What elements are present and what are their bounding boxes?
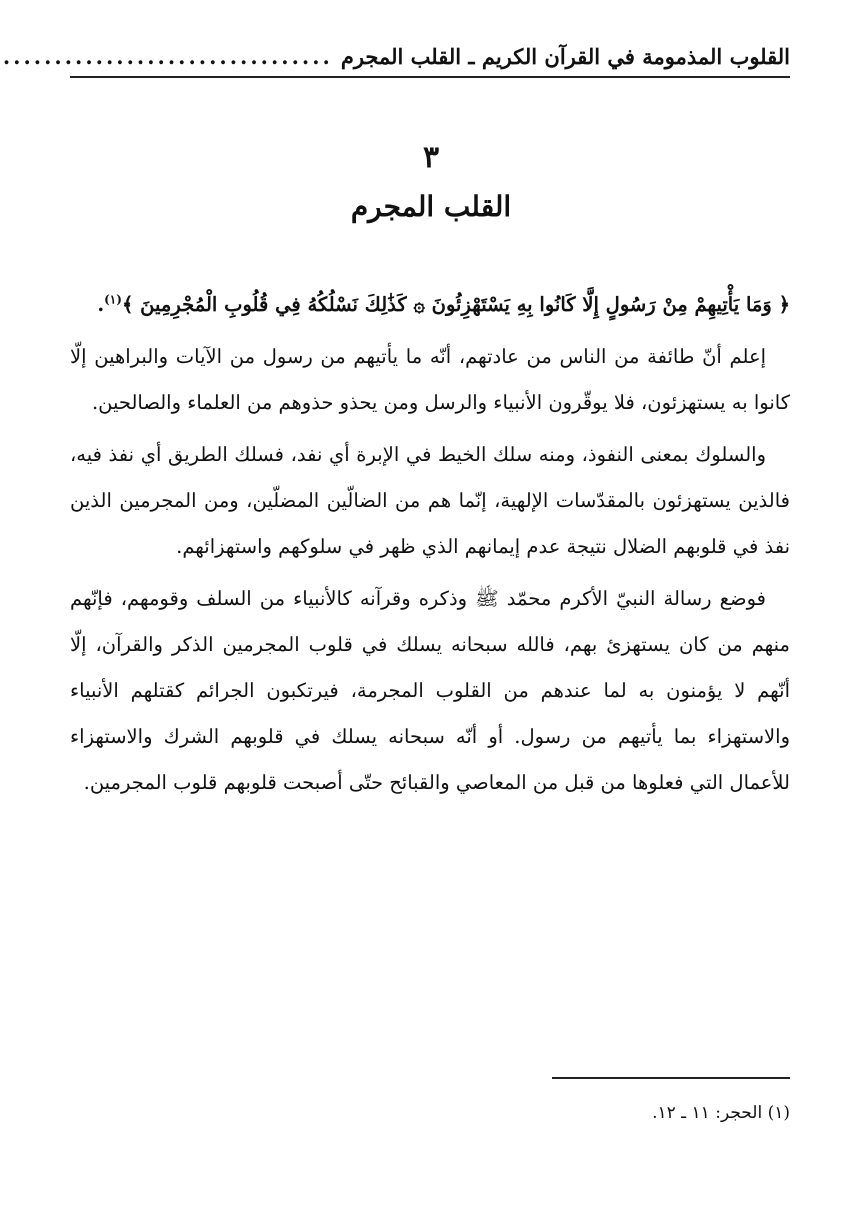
paragraph: إعلم أنّ طائفة من الناس من عادتهم، أنّه ما يأتيهم من رسول من الآيات والبراهين إلّا كانوا به يستهزئون، فلا يوقّرون الأنبياء والرسل ومن يحذو حذوهم من العلماء والصالحين. bbox=[70, 345, 790, 414]
leader-dots: ................................ bbox=[2, 43, 333, 69]
running-header bbox=[2, 36, 790, 78]
paragraph: فوضع رسالة النبيّ الأكرم محمّد ﷺ وذكره وقرآنه كالأنبياء من السلف وقومهم، فإنّهم منهم من كان يستهزئ بهم، فالله سبحانه يسلك في قلوب المجرمين الذكر والقرآن، إلّا أنّهم لا يؤمنون به لما عندهم من القلوب المجرمة، فيرتكبون الجرائم كقتلهم الأنبياء والاستهزاء بما يأتيهم من رسول. أو أنّه سبحانه يسلك في قلوبهم الشرك والاستهزاء للأعمال التي فعلوها من قبل من المعاصي والقبائح حتّى أصبحت قلوبهم قلوب المجرمين. bbox=[70, 587, 790, 794]
verse-text: وَمَا يَأْتِيهِمْ مِنْ رَسُولٍ إِلَّا كَانُوا بِهِ يَسْتَهْزِئُونَ ۞ كَذَٰلِكَ نَسْلُكُهُ فِي قُلُوبِ الْمُجْرِمِينَ bbox=[140, 293, 772, 316]
footnote-reference: (١) bbox=[104, 292, 122, 307]
running-header-title: القلوب المذمومة في القرآن الكريم ـ القلب المجرم bbox=[340, 43, 790, 69]
paragraph: والسلوك بمعنى النفوذ، ومنه سلك الخيط في الإبرة أي نفد، فسلك الطريق أي نفذ فيه، فالذين يستهزئون بالمقدّسات الإلهية، إنّما هم من الضالّين المضلّين، ومن المجرمين الذين نفذ في قلوبهم الضلال نتيجة عدم إيمانهم الذي ظهر في سلوكهم واستهزائهم. bbox=[70, 443, 790, 558]
footnote-divider bbox=[552, 1077, 790, 1079]
verse-end-mark: . bbox=[97, 293, 105, 316]
verse-close-bracket: ﴾ bbox=[121, 293, 134, 316]
footnote: (١) الحجر: ١١ ـ ١٢. bbox=[652, 1103, 790, 1123]
chapter-number: ٣ bbox=[422, 140, 440, 175]
quran-verse bbox=[70, 282, 790, 328]
body-text bbox=[70, 282, 790, 806]
chapter-title: القلب المجرم bbox=[350, 190, 512, 223]
verse-open-bracket: ﴿ bbox=[778, 293, 790, 316]
